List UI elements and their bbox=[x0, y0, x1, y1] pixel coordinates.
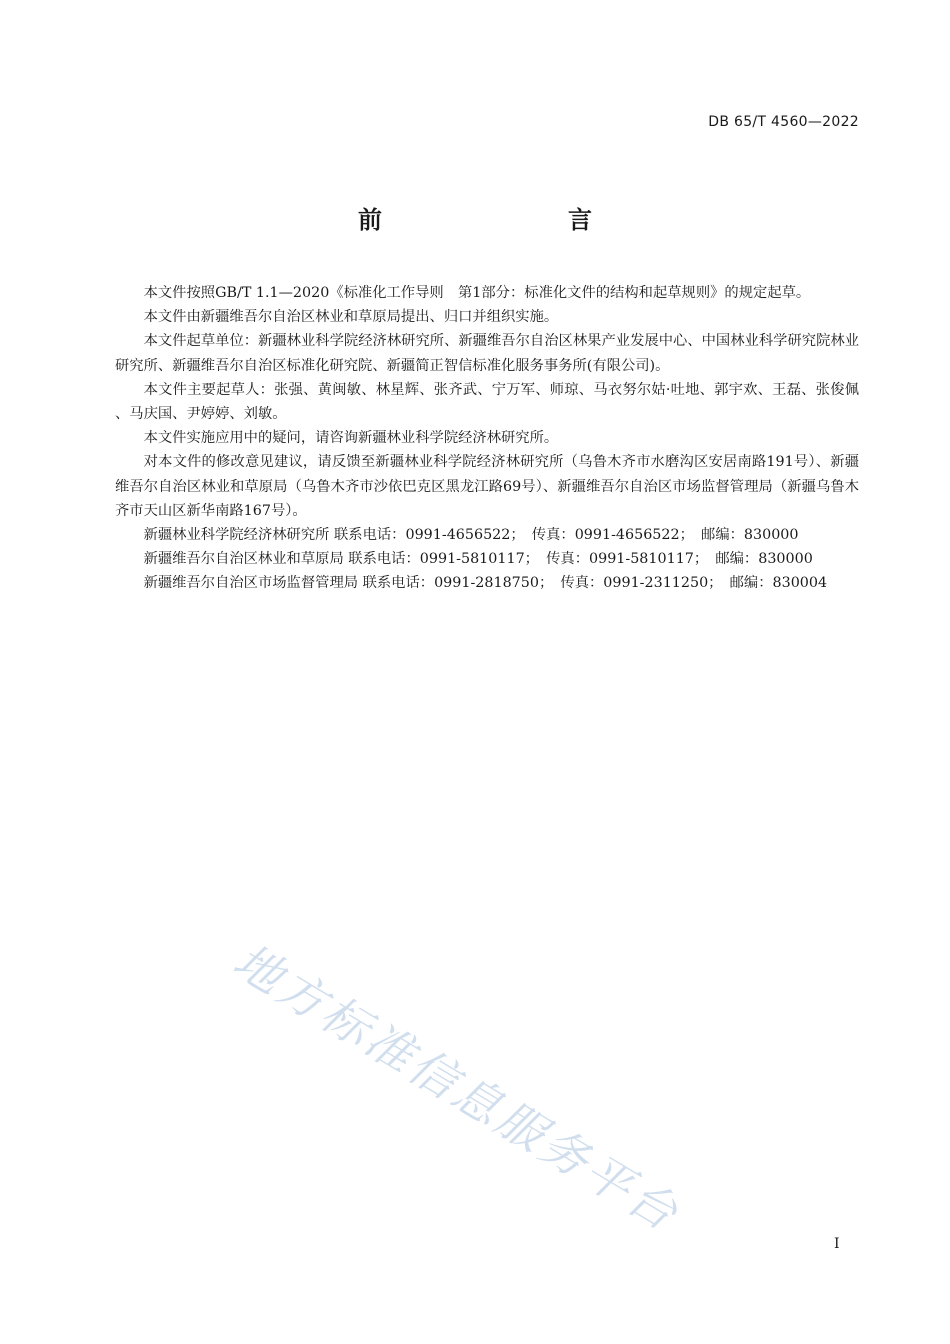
paragraph-feedback: 对本文件的修改意见建议，请反馈至新疆林业科学院经济林研究所（乌鲁木齐市水磨沟区安居南路191号）、新疆维吾尔自治区林业和草原局（乌鲁木齐市沙依巴克区黑龙江路69号）、新疆维吾尔自治区市场监督管理局（新疆乌鲁木齐市天山区新华南路167号）。 bbox=[115, 454, 859, 519]
contact-line: 新疆维吾尔自治区林业和草原局 联系电话：0991-5810117； 传真：0991-5810117； 邮编：830000 bbox=[143, 551, 813, 568]
foreword-body bbox=[115, 281, 859, 596]
contact-line: 新疆维吾尔自治区市场监督管理局 联系电话：0991-2818750； 传真：0991-2311250； 邮编：830004 bbox=[143, 575, 828, 592]
paragraph-drafting-units: 本文件起草单位：新疆林业科学院经济林研究所、新疆维吾尔自治区林果产业发展中心、中国林业科学研究院林业研究所、新疆维吾尔自治区标准化研究院、新疆简正智信标准化服务事务所(有限公司)。 bbox=[115, 333, 859, 374]
page-title: 前 言 bbox=[358, 206, 638, 234]
paragraph-drafters: 本文件主要起草人：张强、黄闽敏、林星辉、张齐武、宁万军、师琼、马衣努尔姑·吐地、郭宇欢、王磊、张俊佩、马庆国、尹婷婷、刘敏。 bbox=[115, 381, 859, 423]
paragraph-proposer: 本文件由新疆维吾尔自治区林业和草原局提出、归口并组织实施。 bbox=[143, 309, 559, 326]
contact-line: 新疆林业科学院经济林研究所 联系电话：0991-4656522； 传真：0991-4656522； 邮编：830000 bbox=[143, 527, 799, 544]
paragraph-drafting-rules: 本文件按照GB/T 1.1—2020《标准化工作导则 第1部分：标准化文件的结构和起草规则》的规定起草。 bbox=[143, 285, 811, 301]
page-number: I bbox=[834, 1236, 840, 1252]
document-code: DB 65/T 4560—2022 bbox=[708, 114, 859, 130]
watermark: 地方标准信息服务平台 bbox=[223, 933, 690, 1244]
paragraph-inquiries: 本文件实施应用中的疑问，请咨询新疆林业科学院经济林研究所。 bbox=[143, 430, 559, 447]
